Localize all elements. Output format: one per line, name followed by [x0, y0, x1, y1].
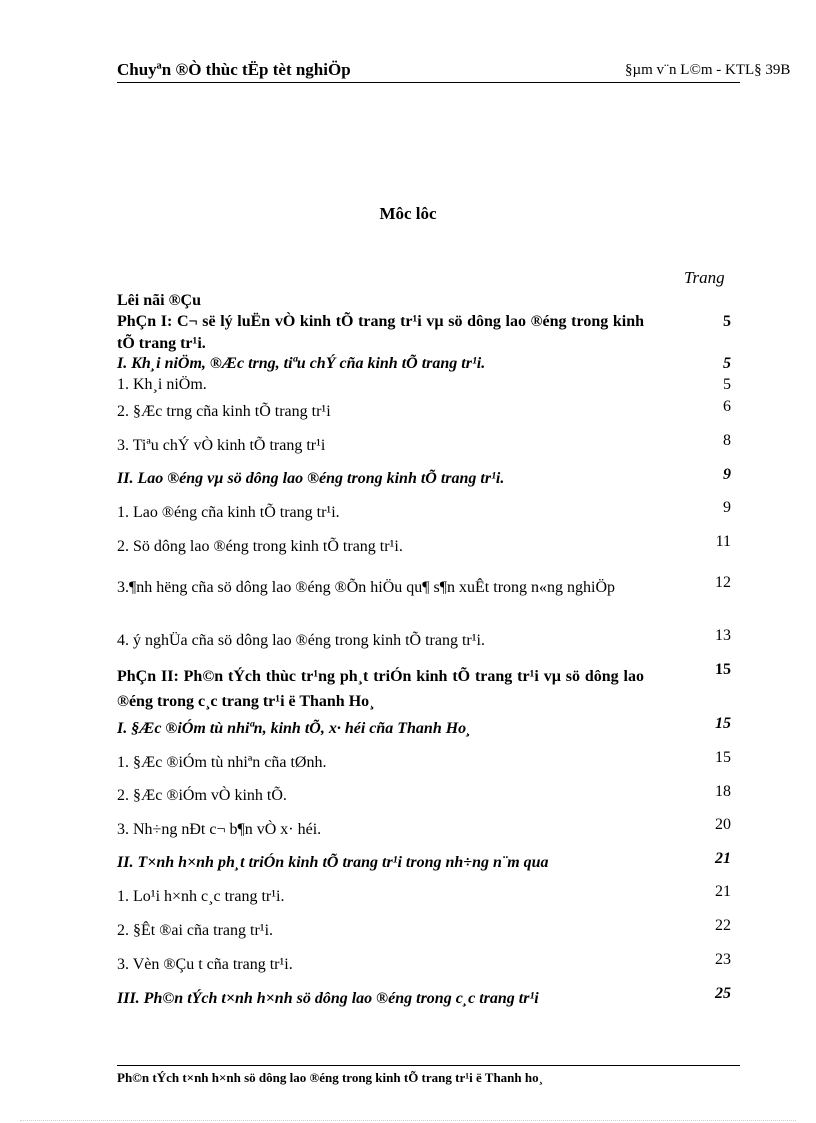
toc-entry: Lêi nãi ®Çu [117, 292, 201, 309]
running-header-title: Chuyªn ®Ò thùc tËp tèt nghiÖp [117, 60, 351, 79]
toc-entry: 1. Lo¹i h×nh c¸c trang tr¹i. [117, 888, 285, 905]
toc-entry: 2. Sö dông lao ®éng trong kinh tÕ trang tr¹i. [117, 538, 403, 555]
toc-entry: 3.¶nh hëng cña sö dông lao ®éng ®Õn hiÖu qu¶ s¶n xuÊt trong n«ng nghiÖp [117, 579, 616, 596]
toc-page-number: 22 [715, 917, 731, 934]
toc-entry: 3. Nh÷ng nÐt c¬ b¶n vÒ x· héi. [117, 821, 322, 838]
toc-entry: 1. §Æc ®iÓm tù nhiªn cña tØnh. [117, 754, 327, 771]
toc-page-number: 9 [723, 466, 731, 483]
toc-entry: 3. Vèn ®Çu t cña trang tr¹i. [117, 956, 293, 973]
toc-page-number: 11 [715, 533, 731, 550]
running-footer: Ph©n tÝch t×nh h×nh sö dông lao ®éng trong kinh tÕ trang tr¹i ë Thanh ho¸ [117, 1070, 543, 1085]
toc-entry: 2. §Æc ®iÓm vÒ kinh tÕ. [117, 787, 287, 804]
toc-page-number: 5 [723, 376, 731, 393]
toc-page-number: 15 [715, 749, 731, 766]
toc-entry: PhÇn II: Ph©n tÝch thùc tr¹ng ph¸t triÓn kinh tÕ trang tr¹i vµ sö dông lao ®éng trong c¸c trang tr¹i ë Thanh Ho¸ [117, 668, 644, 710]
toc-entry: 2. §Æc trng cña kinh tÕ trang tr¹i [117, 403, 331, 420]
toc-entry: 4. ý nghÜa cña sö dông lao ®éng trong kinh tÕ trang tr¹i. [117, 632, 485, 649]
toc-page-number: 18 [715, 783, 731, 800]
toc-page-number: 25 [715, 985, 731, 1002]
toc-page-number: 5 [723, 355, 731, 372]
toc-page-number: 15 [715, 715, 731, 732]
toc-page-number: 23 [715, 951, 731, 968]
toc-entry: 1. Lao ®éng cña kinh tÕ trang tr¹i. [117, 504, 340, 521]
toc-entry: 3. Tiªu chÝ vÒ kinh tÕ trang tr¹i [117, 437, 326, 454]
toc-title: Môc lôc [379, 204, 437, 223]
toc-page-number: 8 [723, 432, 731, 449]
header-rule [117, 82, 740, 83]
toc-page-number: 5 [723, 313, 731, 330]
toc-entry: II. T×nh h×nh ph¸t triÓn kinh tÕ trang tr¹i trong nh÷ng n¨m qua [117, 854, 549, 871]
toc-page-number: 21 [715, 883, 731, 900]
page-column-label: Trang [684, 268, 725, 287]
toc-page-number: 6 [723, 398, 731, 415]
toc-entry: I. §Æc ®iÓm tù nhiªn, kinh tÕ, x· héi cña Thanh Ho¸ [117, 720, 472, 737]
toc-page-number: 15 [715, 661, 731, 678]
running-header-author: §µm v¨n L©m - KTL§ 39B [625, 62, 791, 78]
toc-entry: III. Ph©n tÝch t×nh h×nh sö dông lao ®éng trong c¸c trang tr¹i [117, 990, 539, 1007]
toc-entry: I. Kh¸i niÖm, ®Æc trng, tiªu chÝ cña kinh tÕ trang tr¹i. [117, 355, 486, 372]
toc-page-number: 12 [715, 574, 731, 591]
toc-page-number: 9 [723, 499, 731, 516]
toc-entry: II. Lao ®éng vµ sö dông lao ®éng trong kinh tÕ trang tr¹i. [117, 470, 505, 487]
footer-rule [117, 1065, 740, 1066]
toc-page-number: 20 [715, 816, 731, 833]
toc-entry: 2. §Êt ®ai cña trang tr¹i. [117, 922, 274, 939]
toc-page-number: 13 [715, 627, 731, 644]
toc-page-number: 21 [715, 850, 731, 867]
page-bottom-edge [20, 1120, 796, 1121]
toc-entry: PhÇn I: C¬ së lý luËn vÒ kinh tÕ trang tr¹i vµ sö dông lao ®éng trong kinh tÕ trang tr¹i. [117, 313, 644, 352]
toc-entry: 1. Kh¸i niÖm. [117, 376, 207, 393]
